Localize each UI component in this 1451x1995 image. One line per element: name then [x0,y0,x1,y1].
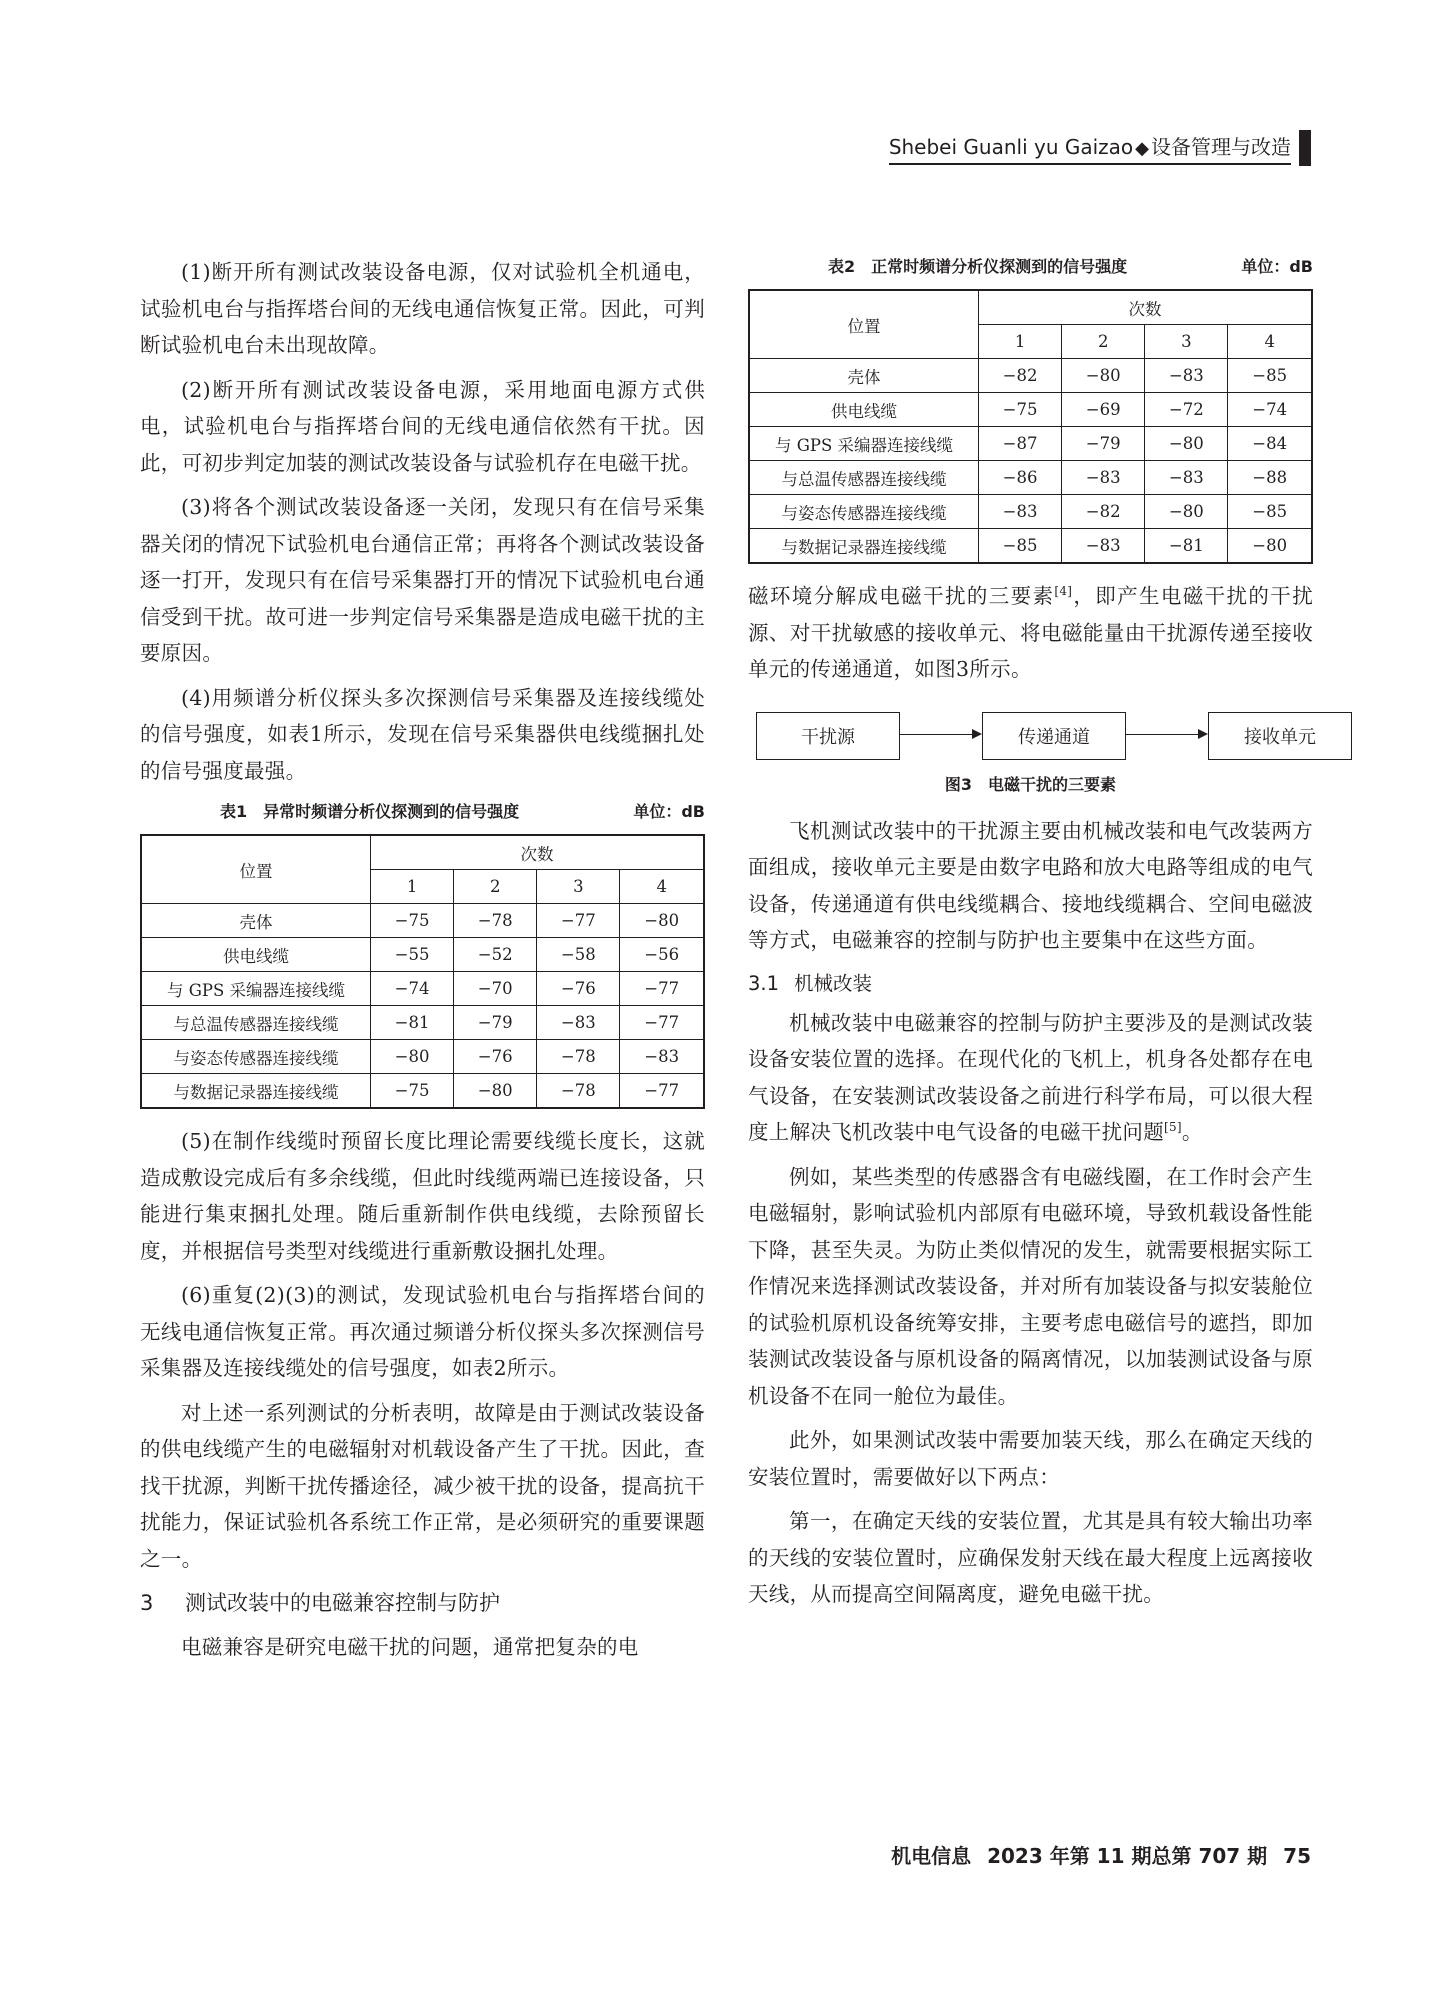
cell: −77 [620,972,704,1006]
paragraph: 例如，某些类型的传感器含有电磁线圈，在工作时会产生电磁辐射，影响试验机内部原有电磁环境，导致机载设备性能下降，甚至失灵。为防止类似情况的发生，就需要根据实际工作情况来选择测试改装设备，并对所有加装设备与拟安装舱位的试验机原机设备统筹安排，主要考虑电磁信号的遮挡，即加装测试改装设备与原机设备的隔离情况，以加装测试设备与原机设备不在同一舱位为最佳。 [748,1164,1313,1408]
text-run: 磁环境分解成电磁干扰的三要素 [748,584,1055,608]
cell: −80 [1145,495,1228,529]
cell: −79 [1062,427,1145,461]
cell: −78 [454,904,537,938]
table2-pos-header: 位置 [749,290,979,359]
table-row [749,461,1312,495]
cell: −85 [1228,495,1312,529]
cell: −76 [454,1040,537,1074]
table1-col-header: 4 [620,870,704,904]
paragraph: 飞机测试改装中的干扰源主要由机械改装和电气改装两方面组成，接收单元主要是由数字电路和放大电路等组成的电气设备，传递通道有供电线缆耦合、接地线缆耦合、空间电磁波等方式，电磁兼容的控制与防护也主要集中在这些方面。 [748,818,1313,952]
section-title: 测试改装中的电磁兼容控制与防护 [185,1591,500,1615]
paragraph: (5)在制作线缆时预留长度比理论需要线缆长度长，这就造成敷设完成后有多余线缆，但此时线缆两端已连接设备，只能进行集束捆扎处理。随后重新制作供电线缆，去除预留长度，并根据信号类型对线缆进行重新敷设捆扎处理。 [140,1129,705,1263]
table1-caption [140,799,705,822]
footer-journal: 机电信息 [891,1844,972,1868]
citation: [5] [1164,1120,1182,1135]
table1-col-header: 3 [537,870,620,904]
cell: −76 [537,972,620,1006]
cell: −80 [1145,427,1228,461]
paragraph: 此外，如果测试改装中需要加装天线，那么在确定天线的安装位置时，需要做好以下两点： [748,1428,1313,1489]
table-row [749,427,1312,461]
arrow-icon [900,734,980,736]
cell: −52 [454,938,537,972]
cell: −83 [620,1040,704,1074]
subsection-title: 机械改装 [794,971,873,995]
cell: −75 [371,1074,454,1109]
row-label: 与姿态传感器连接线缆 [141,1040,371,1074]
table-row [141,1006,704,1040]
paragraph: (3)将各个测试改装设备逐一关闭，发现只有在信号采集器关闭的情况下试验机电台通信正常；再将各个测试改装设备逐一打开，发现只有在信号采集器打开的情况下试验机电台通信受到干扰。故可进一步判定信号采集器是造成电磁干扰的主要原因。 [140,495,705,665]
table2 [748,289,1313,564]
row-label: 壳体 [141,904,371,938]
table1-col-header: 2 [454,870,537,904]
cell: −74 [371,972,454,1006]
cell: −82 [1062,495,1145,529]
cell: −83 [1062,529,1145,564]
cell: −80 [620,904,704,938]
figure3-caption: 图3 电磁干扰的三要素 [944,774,1117,794]
text-run: 。 [1181,1120,1203,1144]
diamond-icon: ◆ [1135,138,1149,159]
box-transfer-channel: 传递通道 [982,712,1126,760]
box-receiving-unit: 接收单元 [1208,712,1352,760]
footer-issue: 2023 年第 11 期总第 707 期 [987,1844,1268,1868]
row-label: 壳体 [749,359,979,393]
row-label: 与 GPS 采编器连接线缆 [749,427,979,461]
table1-pos-header: 位置 [141,835,371,904]
cell: −83 [1145,359,1228,393]
row-label: 供电线缆 [141,938,371,972]
cell: −83 [979,495,1062,529]
row-label: 与总温传感器连接线缆 [141,1006,371,1040]
table2-caption [748,254,1313,277]
cell: −75 [371,904,454,938]
box-interference-source: 干扰源 [756,712,900,760]
paragraph: (1)断开所有测试改装设备电源，仅对试验机全机通电，试验机电台与指挥塔台间的无线电通信恢复正常。因此，可判断试验机电台未出现故障。 [140,260,705,357]
cell: −83 [1145,461,1228,495]
cell: −70 [454,972,537,1006]
table1-unit: 单位：dB [633,802,705,821]
cell: −69 [1062,393,1145,427]
table2-title: 表2 正常时频谱分析仪探测到的信号强度 [828,257,1128,276]
cell: −86 [979,461,1062,495]
table-row [749,529,1312,564]
cell: −87 [979,427,1062,461]
table-row [141,972,704,1006]
paragraph: (2)断开所有测试改装设备电源，采用地面电源方式供电，试验机电台与指挥塔台间的无线电通信依然有干扰。因此，可初步判定加装的测试改装设备与试验机存在电磁干扰。 [140,377,705,475]
paragraph: 对上述一系列测试的分析表明，故障是由于测试改装设备的供电线缆产生的电磁辐射对机载设备产生了干扰。因此，查找干扰源，判断干扰传播途径，减少被干扰的设备，提高抗干扰能力，保证试验机各系统工作正常，是必须研究的重要课题之一。 [140,1400,705,1571]
cell: −77 [620,1074,704,1109]
text-run: ，即产生电磁干扰的干扰源、对干扰敏感的接收单元、将电磁能量由干扰源传递至接收单元的传递通道，如图3所示。 [748,584,1313,681]
cell: −80 [1062,359,1145,393]
table2-col-header: 1 [979,325,1062,359]
table2-col-header: 4 [1228,325,1312,359]
figure3-diagram [748,706,1316,762]
arrow-icon [1126,734,1206,736]
cell: −80 [1228,529,1312,564]
cell: −81 [1145,529,1228,564]
cell: −77 [537,904,620,938]
table-row [141,938,704,972]
cell: −84 [1228,427,1312,461]
row-label: 供电线缆 [749,393,979,427]
cell: −74 [1228,393,1312,427]
row-label: 与数据记录器连接线缆 [141,1074,371,1109]
subsection-heading [748,967,1313,1001]
cell: −82 [979,359,1062,393]
cell: −75 [979,393,1062,427]
page-number: 75 [1283,1844,1311,1868]
running-footer [875,1840,1311,1869]
table1 [140,834,705,1109]
table2-count-header: 次数 [979,290,1313,325]
paragraph: 电磁兼容是研究电磁干扰的问题，通常把复杂的电 [181,1635,639,1659]
table-row [141,904,704,938]
paragraph: 第一，在确定天线的安装位置，尤其是具有较大输出功率的天线的安装位置时，应确保发射天线在最大程度上远离接收天线，从而提高空间隔离度，避免电磁干扰。 [748,1509,1313,1606]
cell: −85 [1228,359,1312,393]
cell: −83 [537,1006,620,1040]
table2-col-header: 3 [1145,325,1228,359]
cell: −80 [371,1040,454,1074]
cell: −55 [371,938,454,972]
citation: [4] [1054,584,1073,599]
table-row [141,1074,704,1109]
table2-col-header: 2 [1062,325,1145,359]
table1-count-header: 次数 [371,835,705,870]
paragraph [748,578,1313,688]
cell: −58 [537,938,620,972]
subsection-number: 3.1 [748,971,780,995]
table-row [749,359,1312,393]
running-header [889,128,1311,168]
cell: −81 [371,1006,454,1040]
table-row [749,495,1312,529]
section-number: 3 [140,1591,154,1615]
row-label: 与姿态传感器连接线缆 [749,495,979,529]
cell: −78 [537,1074,620,1109]
cell: −80 [454,1074,537,1109]
row-label: 与数据记录器连接线缆 [749,529,979,564]
left-column [140,254,705,1674]
text-run: 机械改装中电磁兼容的控制与防护主要涉及的是测试改装设备安装位置的选择。在现代化的飞机上，机身各处都存在电气设备，在安装测试改装设备之前进行科学布局，可以很大程度上解决飞机改装中电气设备的电磁干扰问题 [748,1010,1313,1144]
cell: −88 [1228,461,1312,495]
cell: −85 [979,529,1062,564]
cell: −79 [454,1006,537,1040]
table-row [749,393,1312,427]
table-row [141,1040,704,1074]
journal-pinyin: Shebei Guanli yu Gaizao [888,135,1134,159]
cell: −77 [620,1006,704,1040]
journal-title [889,131,1291,165]
row-label: 与 GPS 采编器连接线缆 [141,972,371,1006]
header-bar [1299,130,1311,166]
paragraph: (6)重复(2)(3)的测试，发现试验机电台与指挥塔台间的无线电通信恢复正常。再次通过频谱分析仪探头多次探测信号采集器及连接线缆处的信号强度，如表2所示。 [140,1283,705,1380]
table2-unit: 单位：dB [1241,257,1313,276]
row-label: 与总温传感器连接线缆 [749,461,979,495]
paragraph: (4)用频谱分析仪探头多次探测信号采集器及连接线缆处的信号强度，如表1所示，发现在信号采集器供电线缆捆扎处的信号强度最强。 [140,685,705,783]
table1-col-header: 1 [371,870,454,904]
table1-title: 表1 异常时频谱分析仪探测到的信号强度 [220,802,520,821]
cell: −83 [1062,461,1145,495]
paragraph [748,1005,1313,1151]
section-heading [140,1585,705,1621]
cell: −78 [537,1040,620,1074]
cell: −72 [1145,393,1228,427]
cell: −56 [620,938,704,972]
journal-cn: 设备管理与改造 [1151,135,1291,159]
right-column [748,254,1316,1621]
